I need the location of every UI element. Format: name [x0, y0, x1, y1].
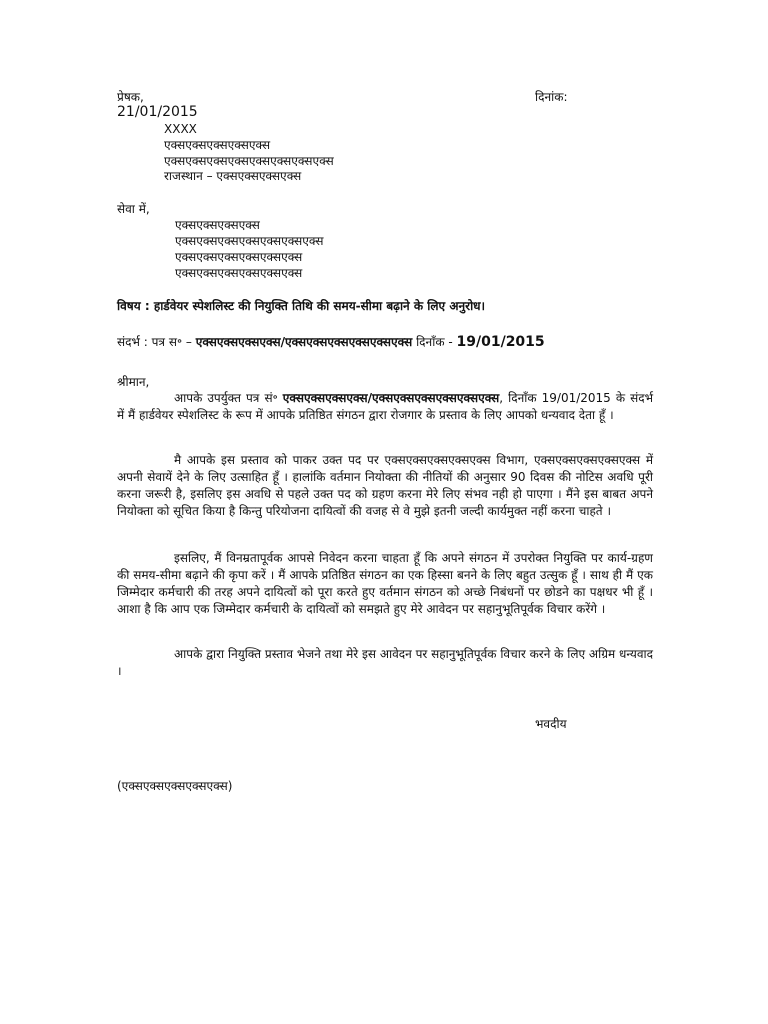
date-label: दिनांक: — [535, 90, 568, 104]
signature: (एक्सएक्सएक्सएक्सएक्स) — [117, 779, 233, 793]
sender-name: XXXX — [164, 122, 197, 136]
reference-date-label: दिनाँक - — [412, 335, 457, 349]
recipient-line: एक्सएक्सएक्सएक्सएक्सएक्स — [175, 266, 303, 280]
body-paragraph — [117, 390, 653, 424]
sender-date: 21/01/2015 — [117, 104, 198, 120]
paragraph-reference-number: एक्सएक्सएक्सएक्स/एक्सएक्सएक्सएक्सएक्सएक्स — [282, 391, 500, 405]
subject-line: विषय : हार्डवेयर स्पेशलिस्ट की नियुक्ति तिथि की समय-सीमा बढ़ाने के लिए अनुरोध। — [117, 299, 486, 313]
sender-address-line: एक्सएक्सएक्सएक्सएक्सएक्सएक्सएक्स — [164, 154, 334, 168]
paragraph-text: इसलिए, मैं विनम्रतापूर्वक आपसे निवेदन करना चाहता हूँ कि अपने संगठन में उपरोक्त नियुक्ति पर कार्य-ग्रहण की समय-सीमा बढ़ाने की कृपा करें । मैं आपके प्रतिष्ठित संगठन का एक हिस्सा बनने के लिए बहुत उत्सुक हूँ । साथ ही मैं एक जिम्मेदार कर्मचारी की तरह अपने दायित्वों को पूरा करते हुए वर्तमान संगठन को अच्छे निबंधनों पर छोडने का पक्षधर भी हूँ । आशा है कि आप एक जिम्मेदार कर्मचारी के दायित्वों को समझते हुए मेरे आवेदन पर सहानुभूतिपूर्वक विचार करेंगे । — [117, 551, 653, 616]
paragraph-text: , दिनाँक 19/01/2015 के संदर्भ में मैं हार्डवेयर स्पेशलिस्ट के रूप में आपके प्रतिष्ठित संगठन द्वारा रोजगार के प्रस्ताव के लिए आपको धन्यवाद देता हूँ । — [117, 391, 654, 422]
body-paragraph — [117, 550, 653, 618]
recipient-line: एक्सएक्सएक्सएक्सएक्सएक्सएक्स — [175, 234, 324, 248]
sender-label: प्रेषक, — [117, 90, 144, 104]
paragraph-text: आपके उपर्युक्त पत्र सं॰ — [174, 391, 283, 405]
recipient-line: एक्सएक्सएक्सएक्स — [175, 218, 260, 232]
recipient-label: सेवा में, — [117, 202, 150, 216]
reference-date: 19/01/2015 — [456, 334, 545, 350]
paragraph-text: आपके द्वारा नियुक्ति प्रस्ताव भेजने तथा मेरे इस आवेदन पर सहानुभूतिपूर्वक विचार करने के लिए अग्रिम धन्यवाद । — [117, 647, 653, 678]
salutation: श्रीमान, — [117, 375, 150, 389]
sender-address-line: एक्सएक्सएक्सएक्सएक्स — [164, 138, 271, 152]
reference-number: एक्सएक्सएक्सएक्स/एक्सएक्सएक्सएक्सएक्सएक्स — [195, 335, 413, 349]
reference-prefix: संदर्भ : पत्र स॰ – — [117, 335, 196, 349]
recipient-line: एक्सएक्सएक्सएक्सएक्सएक्स — [175, 250, 303, 264]
sender-address-line: राजस्थान – एक्सएक्सएक्सएक्स — [164, 169, 302, 183]
body-paragraph — [117, 452, 653, 520]
paragraph-text: मै आपके इस प्रस्ताव को पाकर उक्त पद पर एक्सएक्सएक्सएक्सएक्स विभाग, एक्सएक्सएक्सएक्सएक्स में अपनी सेवायें देने के लिए उत्साहित हूँ । हालांकि वर्तमान नियोक्ता की नीतियों की अनुसार 90 दिवस की नोटिस अवधि पूरी करना जरूरी है, इसलिए इस अवधि से पहले उक्त पद को ग्रहण करना मेरे लिए संभव नही हो पाएगा । मैंने इस बाबत अपने नियोक्ता को सूचित किया है किन्तु परियोजना दायित्वों की वजह से वे मुझे इतनी जल्दी कार्यमुक्त नहीं करना चाहते । — [117, 453, 653, 518]
closing: भवदीय — [535, 717, 567, 731]
body-paragraph — [117, 646, 653, 680]
reference-line — [117, 334, 545, 350]
